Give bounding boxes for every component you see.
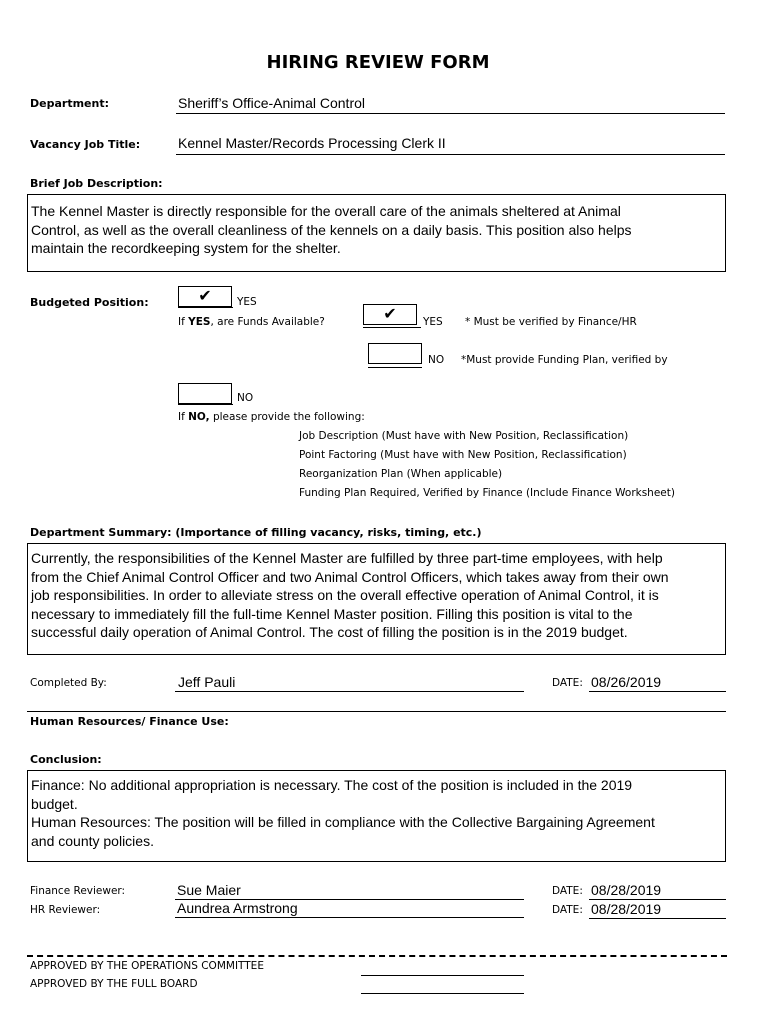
section-divider xyxy=(27,711,726,712)
requirement-item: Funding Plan Required, Verified by Finance (Include Finance Worksheet) xyxy=(299,487,675,499)
requirement-item: Reorganization Plan (When applicable) xyxy=(299,468,503,480)
funds-q-suffix: , are Funds Available? xyxy=(210,316,325,328)
vacancy-label: Vacancy Job Title: xyxy=(30,138,141,151)
funds-available-question xyxy=(178,316,325,328)
brief-description-box[interactable] xyxy=(27,194,726,272)
budgeted-no-label: NO xyxy=(237,392,254,404)
hr-date-label: DATE: xyxy=(552,904,583,916)
conclusion-text: Finance: No additional appropriation is necessary. The cost of the position is included in the 2019 budget. Human Resources: The position will be filled in compliance with the Collective Bargaining Agreement and county policies. xyxy=(31,777,655,849)
if-no-bold: NO, xyxy=(188,411,210,423)
funds-yes-note: * Must be verified by Finance/HR xyxy=(465,316,637,328)
completed-by-field[interactable] xyxy=(175,674,524,692)
completed-by-label: Completed By: xyxy=(30,677,107,689)
department-label: Department: xyxy=(30,97,109,110)
reviewer-underline xyxy=(175,917,524,918)
requirement-item: Point Factoring (Must have with New Position, Reclassification) xyxy=(299,449,627,461)
department-summary-box[interactable] xyxy=(27,543,726,655)
vacancy-value: Kennel Master/Records Processing Clerk II xyxy=(178,135,446,151)
approved-committee-label: APPROVED BY THE OPERATIONS COMMITTEE xyxy=(30,960,264,972)
hr-finance-use-label: Human Resources/ Finance Use: xyxy=(30,715,229,728)
conclusion-box[interactable] xyxy=(27,770,726,862)
funds-no-checkbox[interactable] xyxy=(368,343,422,364)
vacancy-field[interactable] xyxy=(176,133,725,155)
if-no-prefix: If xyxy=(178,411,189,423)
funds-yes-checkbox[interactable] xyxy=(363,304,417,325)
committee-signature-line[interactable] xyxy=(361,975,524,976)
finance-reviewer-value[interactable]: Sue Maier xyxy=(177,882,241,898)
funds-q-bold: YES xyxy=(188,316,211,328)
board-signature-line[interactable] xyxy=(361,993,524,994)
funds-yes-line xyxy=(363,327,421,328)
budgeted-no-checkbox[interactable] xyxy=(178,383,232,404)
reviewer-underline xyxy=(175,899,524,900)
funds-no-note: *Must provide Funding Plan, verified by xyxy=(461,354,668,366)
completed-date-label: DATE: xyxy=(552,677,583,689)
department-value: Sheriff’s Office-Animal Control xyxy=(178,95,365,111)
budgeted-no-line xyxy=(178,404,233,405)
finance-date-value: 08/28/2019 xyxy=(591,882,662,898)
finance-date-label: DATE: xyxy=(552,885,583,897)
budgeted-yes-line xyxy=(178,307,233,308)
check-icon: ✔ xyxy=(198,288,212,305)
brief-description-text: The Kennel Master is directly responsible for the overall care of the animals sheltered at Animal Control, as well as the overall cleanliness of the kennels on a daily basis. This position also helps maintain the recordkeeping system for the shelter. xyxy=(31,203,632,256)
finance-reviewer-label: Finance Reviewer: xyxy=(30,885,126,897)
department-summary-label: Department Summary: (Importance of filling vacancy, risks, timing, etc.) xyxy=(30,526,482,539)
hr-date-field[interactable] xyxy=(589,901,726,919)
completed-date-field[interactable] xyxy=(589,674,726,692)
if-no-suffix: please provide the following: xyxy=(209,411,365,423)
dashed-separator xyxy=(27,955,727,957)
page-title: HIRING REVIEW FORM xyxy=(266,52,490,73)
requirement-item: Job Description (Must have with New Position, Reclassification) xyxy=(299,430,629,442)
funds-no-line xyxy=(368,367,422,368)
department-summary-text: Currently, the responsibilities of the Kennel Master are fulfilled by three part-time employees, with help from the Chief Animal Control Officer and two Animal Control Officers, which takes away from their own job responsibilities. In order to alleviate stress on the overall effective operation of Animal Control, it is necessary to immediately fill the full-time Kennel Master position. Filling this position is vital to the successful daily operation of Animal Control. The cost of filling the position is in the 2019 budget. xyxy=(31,550,669,640)
hr-reviewer-label: HR Reviewer: xyxy=(30,904,101,916)
department-field[interactable] xyxy=(176,93,725,114)
funds-q-prefix: If xyxy=(178,316,189,328)
if-no-instruction xyxy=(178,411,365,423)
hr-reviewer-value[interactable]: Aundrea Armstrong xyxy=(177,900,298,916)
budgeted-yes-checkbox[interactable] xyxy=(178,286,232,307)
check-icon: ✔ xyxy=(383,306,397,323)
finance-date-field[interactable] xyxy=(589,882,726,900)
funds-yes-label: YES xyxy=(423,316,443,328)
hr-date-value: 08/28/2019 xyxy=(591,901,662,917)
completed-by-value: Jeff Pauli xyxy=(178,674,236,690)
completed-date-value: 08/26/2019 xyxy=(591,674,662,690)
brief-description-label: Brief Job Description: xyxy=(30,177,163,190)
approved-board-label: APPROVED BY THE FULL BOARD xyxy=(30,978,198,990)
funds-no-label: NO xyxy=(428,354,445,366)
budgeted-yes-label: YES xyxy=(237,296,257,308)
conclusion-label: Conclusion: xyxy=(30,753,102,766)
budgeted-position-label: Budgeted Position: xyxy=(30,296,149,309)
